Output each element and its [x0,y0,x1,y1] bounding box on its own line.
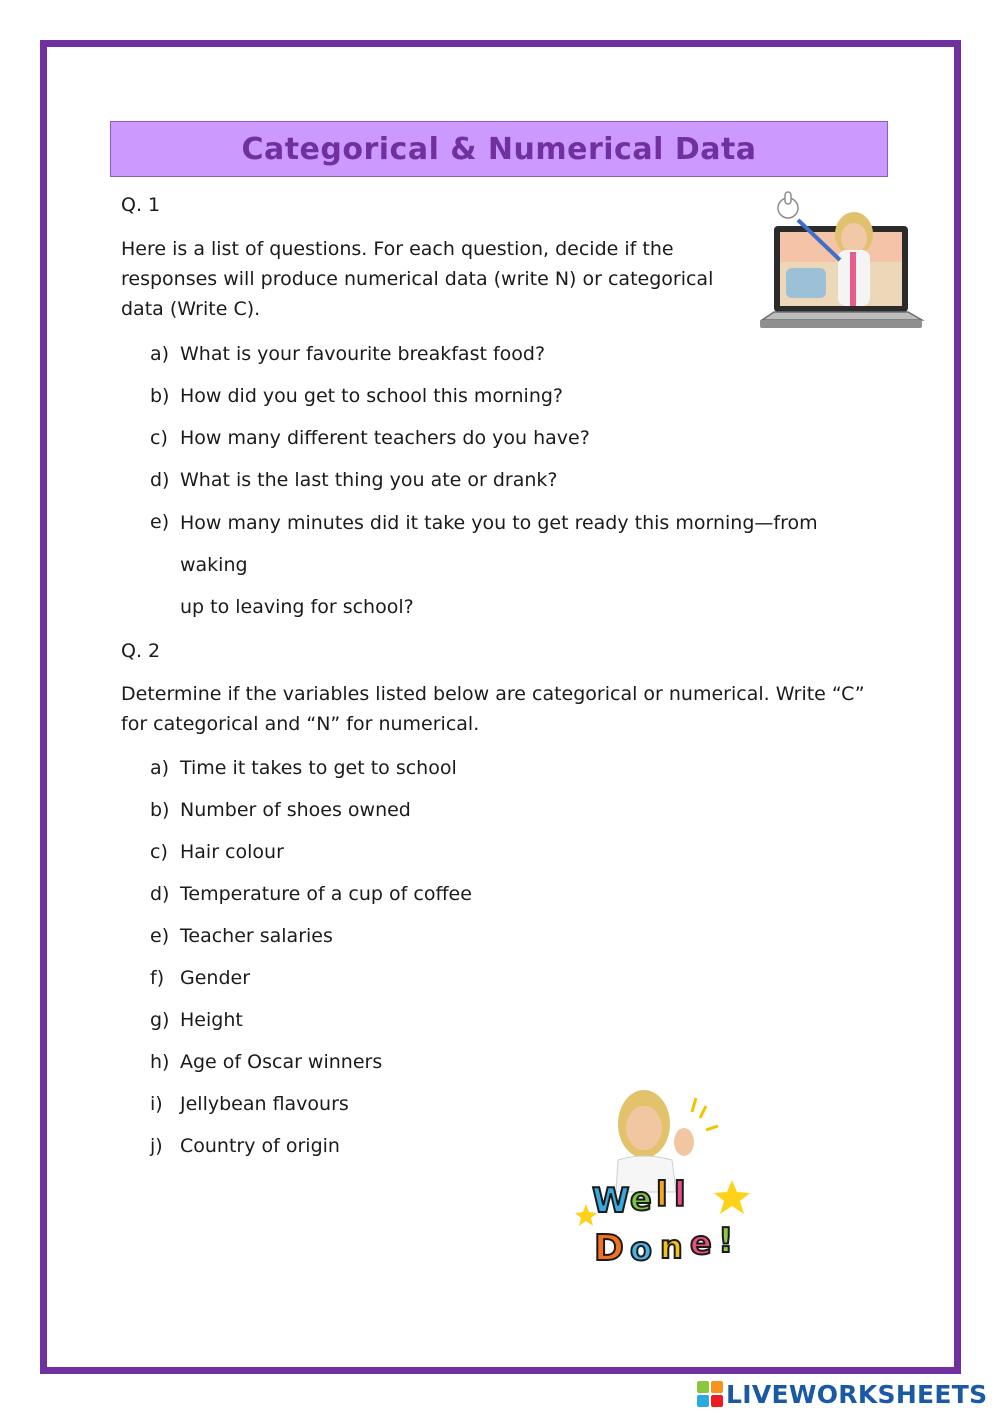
svg-text:l: l [656,1175,668,1215]
item-letter: b) [150,385,170,407]
item-letter: a) [150,343,170,365]
question-2-list [150,757,472,1177]
list-item [150,1009,472,1051]
item-letter: e) [150,511,170,533]
list-item [150,757,472,799]
laptop-teacher-illustration [758,190,926,352]
svg-text:n: n [660,1228,683,1266]
question-1-instructions [121,234,713,324]
item-letter: e) [150,925,170,947]
item-letter: f) [150,967,165,989]
question-1-label: Q. 1 [121,194,161,216]
svg-text:!: ! [718,1221,734,1261]
instructions-line: for categorical and “N” for numerical. [121,713,480,735]
list-item [150,511,880,618]
instructions-line: data (Write C). [121,298,261,320]
svg-text:e: e [690,1224,712,1262]
list-item [150,1051,472,1093]
item-text: Jellybean flavours [180,1093,349,1115]
item-text-line: How many minutes did it take you to get ready this morning—from waking [180,512,818,576]
item-text: Age of Oscar winners [180,1051,383,1073]
item-text: Time it takes to get to school [180,757,457,779]
instructions-line: Here is a list of questions. For each question, decide if the [121,238,674,260]
item-letter: i) [150,1093,163,1115]
list-item [150,799,472,841]
liveworksheets-logo[interactable] [697,1380,987,1408]
list-item [150,883,472,925]
svg-text:e: e [630,1180,652,1218]
list-item [150,385,880,427]
item-text: Hair colour [180,841,284,863]
title-banner [110,121,888,177]
item-letter: g) [150,1009,170,1031]
list-item [150,841,472,883]
item-text: How did you get to school this morning? [180,385,564,407]
item-letter: a) [150,757,170,779]
item-text [180,502,880,628]
item-letter: d) [150,469,170,491]
list-item [150,427,880,469]
item-letter: h) [150,1051,170,1073]
question-2-instructions [121,679,865,739]
question-1-list [150,343,880,618]
item-letter: c) [150,427,168,449]
item-text: Country of origin [180,1135,340,1157]
item-letter: d) [150,883,170,905]
item-text: What is the last thing you ate or drank? [180,469,558,491]
item-text: Number of shoes owned [180,799,411,821]
logo-blocks-icon [697,1381,723,1407]
svg-text:o: o [630,1230,652,1268]
list-item [150,967,472,1009]
item-text: Gender [180,967,251,989]
page-title: Categorical & Numerical Data [241,131,757,167]
list-item [150,925,472,967]
item-letter: j) [150,1135,163,1157]
question-2-label: Q. 2 [121,640,161,662]
list-item [150,1093,472,1135]
svg-text:D: D [594,1228,624,1269]
item-text-line: up to leaving for school? [180,596,414,618]
well-done-sticker [572,1082,758,1272]
item-text: Temperature of a cup of coffee [180,883,472,905]
item-text: What is your favourite breakfast food? [180,343,546,365]
brand-name: LIVEWORKSHEETS [726,1379,988,1409]
item-text: Height [180,1009,243,1031]
svg-text:l: l [674,1175,686,1215]
item-letter: b) [150,799,170,821]
list-item [150,1135,472,1177]
item-letter: c) [150,841,168,863]
svg-text:W: W [592,1181,630,1221]
instructions-line: responses will produce numerical data (write N) or categorical [121,268,714,290]
instructions-line: Determine if the variables listed below are categorical or numerical. Write “C” [121,683,865,705]
item-text: Teacher salaries [180,925,333,947]
item-text: How many different teachers do you have? [180,427,590,449]
